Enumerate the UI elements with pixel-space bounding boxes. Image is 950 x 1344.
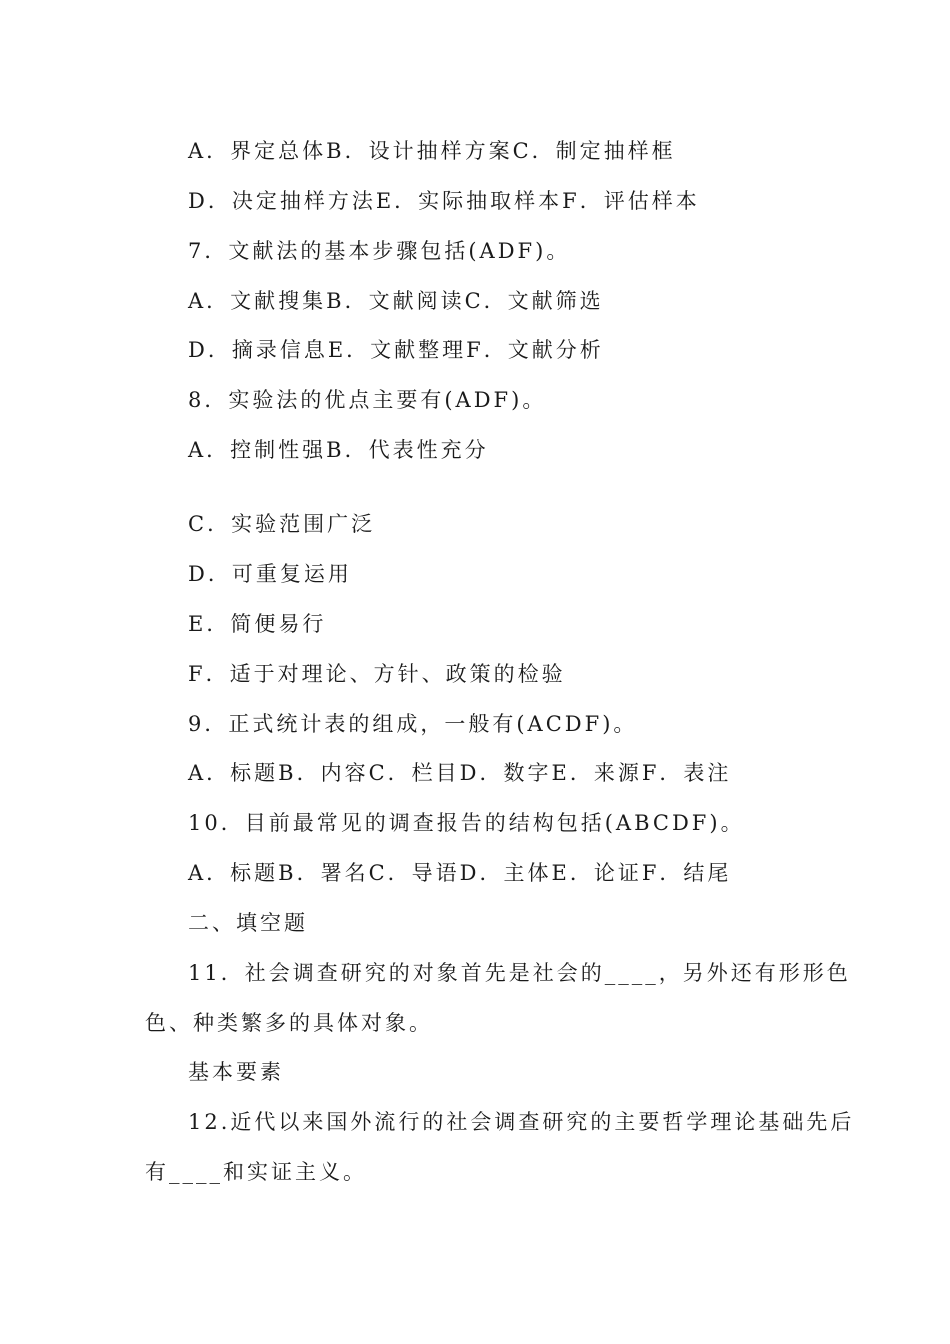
option-q8-e: E．简便易行 bbox=[188, 612, 327, 636]
question-11-line-2: 色、种类繁多的具体对象。 bbox=[145, 1011, 433, 1035]
answer-11: 基本要素 bbox=[188, 1060, 284, 1084]
option-line-q9: A．标题B．内容C．栏目D．数字E．来源F．表注 bbox=[188, 761, 732, 785]
question-7: 7．文献法的基本步骤包括(ADF)。 bbox=[188, 239, 571, 263]
question-10: 10．目前最常见的调查报告的结构包括(ABCDF)。 bbox=[188, 811, 745, 835]
option-line-sampling-1: A．界定总体B．设计抽样方案C．制定抽样框 bbox=[188, 139, 676, 163]
option-q8-f: F．适于对理论、方针、政策的检验 bbox=[188, 662, 566, 686]
option-q8-c: C．实验范围广泛 bbox=[188, 512, 376, 536]
question-9: 9．正式统计表的组成，一般有(ACDF)。 bbox=[188, 712, 638, 736]
option-line-q8-1: A．控制性强B．代表性充分 bbox=[188, 438, 489, 462]
option-line-sampling-2: D．决定抽样方法E．实际抽取样本F．评估样本 bbox=[188, 189, 700, 213]
option-line-q7-1: A．文献搜集B．文献阅读C．文献筛选 bbox=[188, 289, 604, 313]
question-8: 8．实验法的优点主要有(ADF)。 bbox=[188, 388, 547, 412]
question-11-line-1: 11．社会调查研究的对象首先是社会的____，另外还有形形色 bbox=[188, 961, 851, 985]
question-12-line-2: 有____和实证主义。 bbox=[145, 1160, 367, 1184]
question-12-line-1: 12.近代以来国外流行的社会调查研究的主要哲学理论基础先后 bbox=[188, 1110, 855, 1134]
option-q8-d: D．可重复运用 bbox=[188, 562, 352, 586]
section-heading-fill-in: 二、填空题 bbox=[188, 911, 308, 935]
option-line-q7-2: D．摘录信息E．文献整理F．文献分析 bbox=[188, 338, 604, 362]
option-line-q10: A．标题B．署名C．导语D．主体E．论证F．结尾 bbox=[188, 861, 732, 885]
